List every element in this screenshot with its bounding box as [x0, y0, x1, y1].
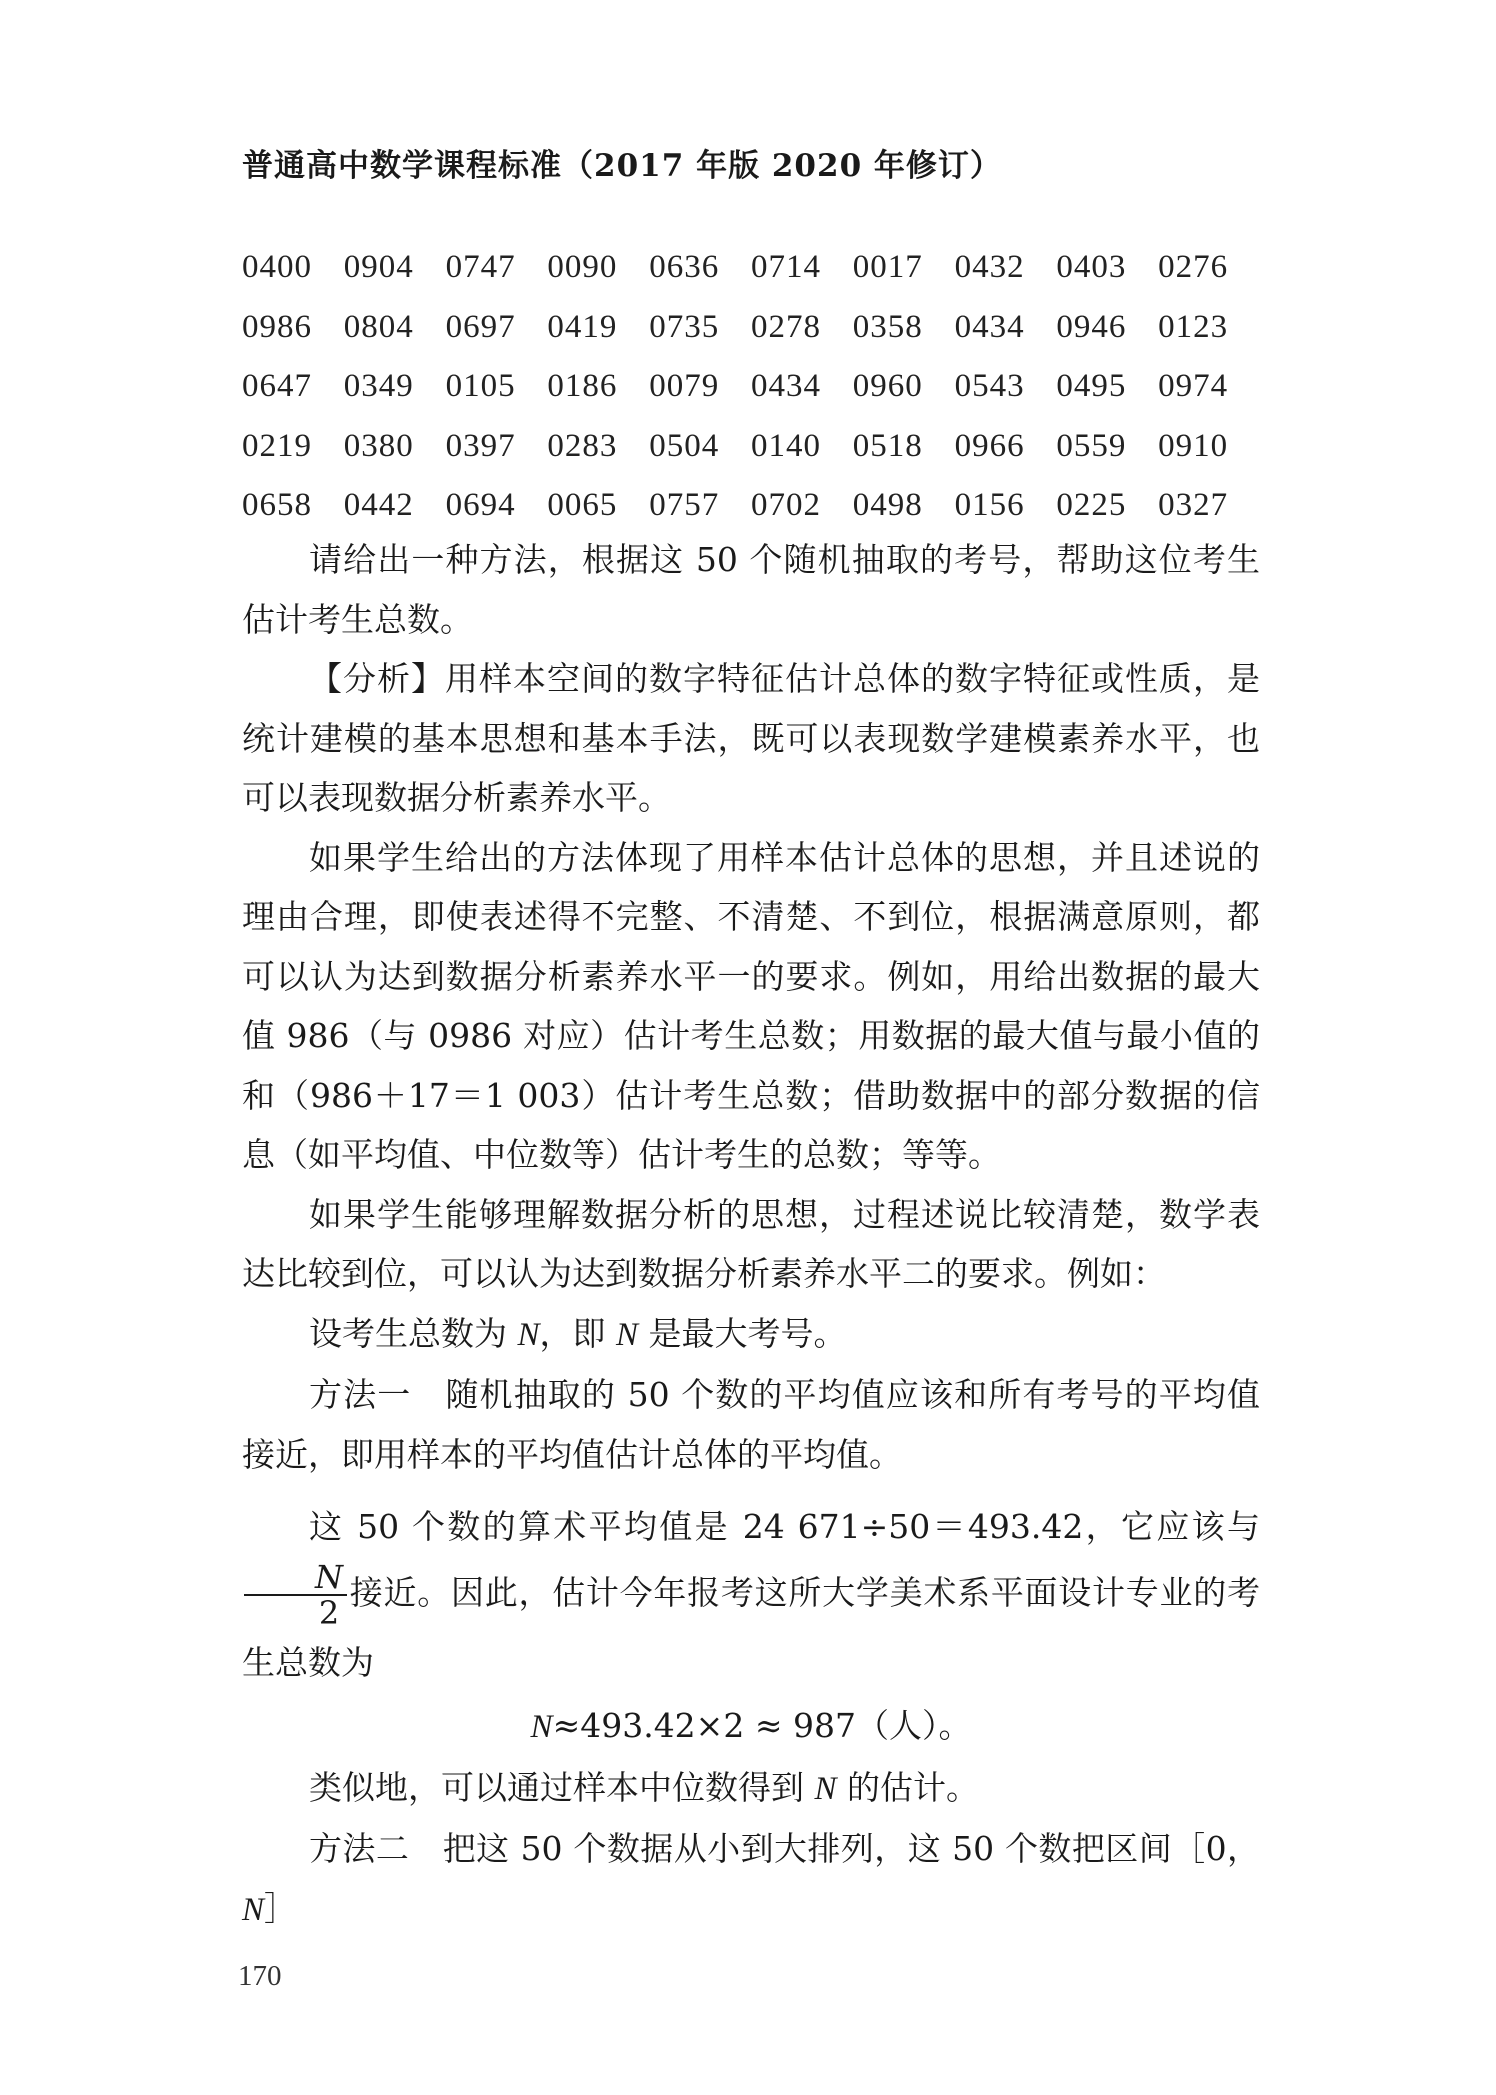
table-cell: 0986 [242, 308, 312, 345]
table-cell: 0397 [445, 427, 516, 464]
table-cell: 0647 [242, 368, 312, 405]
table-cell: 0804 [343, 308, 414, 345]
table-cell: 0400 [242, 249, 312, 286]
table-cell: 0636 [649, 249, 720, 286]
table-cell: 0156 [954, 487, 1025, 524]
table-cell: 0403 [1056, 249, 1127, 286]
paragraph-level-one: 如果学生给出的方法体现了用样本估计总体的思想，并且述说的理由合理，即使表述得不完整、不清楚、不到位，根据满意原则，都可以认为达到数据分析素养水平一的要求。例如，用给出数据的最大值 986（与 0986 对应）估计考生总数；用数据的最大值与最小值的和（986＋17＝1 003）估计考生总数；借助数据中的部分数据的信息（如平均值、中位数等）估计考生的总数；等等。 [242, 837, 1260, 1174]
page-number: 170 [238, 1960, 282, 1992]
table-cell: 0079 [649, 368, 720, 405]
table-cell: 0065 [547, 487, 618, 524]
text-span: ］ [264, 1888, 298, 1928]
table-row [242, 298, 1260, 358]
exam-number-table [242, 238, 1260, 536]
paragraph-median [242, 1758, 1260, 1820]
formula-estimate [242, 1696, 1260, 1758]
table-cell: 0105 [445, 368, 516, 405]
text-span: 是最大考号。 [638, 1313, 847, 1353]
table-cell: 0904 [343, 249, 414, 286]
table-cell: 0498 [852, 487, 923, 524]
table-cell: 0694 [445, 487, 516, 524]
table-cell: 0559 [1056, 427, 1127, 464]
paragraph-assumption [242, 1304, 1260, 1366]
variable-n: N [242, 1891, 265, 1928]
variable-n: N [814, 1770, 837, 1807]
table-cell: 0349 [343, 368, 414, 405]
table-cell: 0327 [1158, 487, 1229, 524]
table-cell: 0747 [445, 249, 516, 286]
table-cell: 0358 [852, 308, 923, 345]
variable-n: N [530, 1709, 553, 1745]
table-cell: 0518 [852, 427, 923, 464]
table-cell: 0495 [1056, 368, 1127, 405]
table-cell: 0442 [343, 487, 414, 524]
table-row [242, 417, 1260, 477]
table-cell: 0283 [547, 427, 618, 464]
text-span: 方法二 把这 50 个数据从小到大排列，这 50 个数把区间［0， [309, 1829, 1260, 1868]
text-span: 接近。因此，估计今年报考这所大学美术系平面设计专业的考生总数为 [242, 1573, 1260, 1682]
fraction-denominator: 2 [318, 1594, 340, 1632]
text-span: 设考生总数为 [309, 1313, 518, 1353]
text-span: 这 50 个数的算术平均值是 24 671÷50＝493.42，它应该与 [309, 1507, 1260, 1546]
table-cell: 0380 [343, 427, 414, 464]
table-cell: 0946 [1056, 308, 1127, 345]
table-cell: 0219 [242, 427, 312, 464]
table-cell: 0434 [750, 368, 821, 405]
table-cell: 0123 [1158, 308, 1229, 345]
table-cell: 0278 [750, 308, 821, 345]
table-cell: 0714 [750, 249, 821, 286]
text-span: 的估计。 [836, 1767, 980, 1807]
paragraph-method-two [242, 1819, 1260, 1940]
table-cell: 0225 [1056, 487, 1127, 524]
running-header: 普通高中数学课程标准（2017 年版 2020 年修订） [242, 148, 1002, 184]
table-row [242, 357, 1260, 417]
table-cell: 0419 [547, 308, 618, 345]
table-cell: 0276 [1158, 249, 1229, 286]
variable-n: N [517, 1316, 540, 1353]
table-cell: 0960 [852, 368, 923, 405]
table-cell: 0697 [445, 308, 516, 345]
table-cell: 0504 [649, 427, 720, 464]
paragraph-analysis: 【分析】用样本空间的数字特征估计总体的数字特征或性质，是统计建模的基本思想和基本手法，既可以表现数学建模素养水平，也可以表现数据分析素养水平。 [242, 659, 1260, 817]
table-cell: 0735 [649, 308, 720, 345]
table-cell: 0543 [954, 368, 1025, 405]
variable-n: N [616, 1316, 639, 1353]
fraction-numerator: N [244, 1560, 347, 1596]
table-cell: 0910 [1158, 427, 1229, 464]
table-cell: 0432 [954, 249, 1025, 286]
paragraph-mean-estimate [242, 1494, 1260, 1696]
table-cell: 0966 [954, 427, 1025, 464]
table-row [242, 476, 1260, 536]
formula-text: ≈493.42×2 ≈ 987（人）。 [552, 1706, 972, 1745]
table-cell: 0974 [1158, 368, 1229, 405]
paragraph-method-one: 方法一 随机抽取的 50 个数的平均值应该和所有考号的平均值接近，即用样本的平均值估计总体的平均值。 [242, 1375, 1260, 1474]
paragraph-question: 请给出一种方法，根据这 50 个随机抽取的考号，帮助这位考生估计考生总数。 [242, 540, 1260, 639]
paragraph-level-two: 如果学生能够理解数据分析的思想，过程述说比较清楚，数学表达比较到位，可以认为达到数据分析素养水平二的要求。例如： [242, 1194, 1260, 1293]
text-span: ，即 [539, 1313, 617, 1353]
table-row [242, 238, 1260, 298]
table-cell: 0017 [852, 249, 923, 286]
table-cell: 0702 [750, 487, 821, 524]
table-cell: 0140 [750, 427, 821, 464]
fraction-n-over-2 [244, 1560, 347, 1630]
table-cell: 0658 [242, 487, 312, 524]
table-cell: 0186 [547, 368, 618, 405]
table-cell: 0757 [649, 487, 720, 524]
table-cell: 0090 [547, 249, 618, 286]
table-cell: 0434 [954, 308, 1025, 345]
body-text [242, 530, 1260, 1940]
text-span: 类似地，可以通过样本中位数得到 [309, 1767, 815, 1807]
